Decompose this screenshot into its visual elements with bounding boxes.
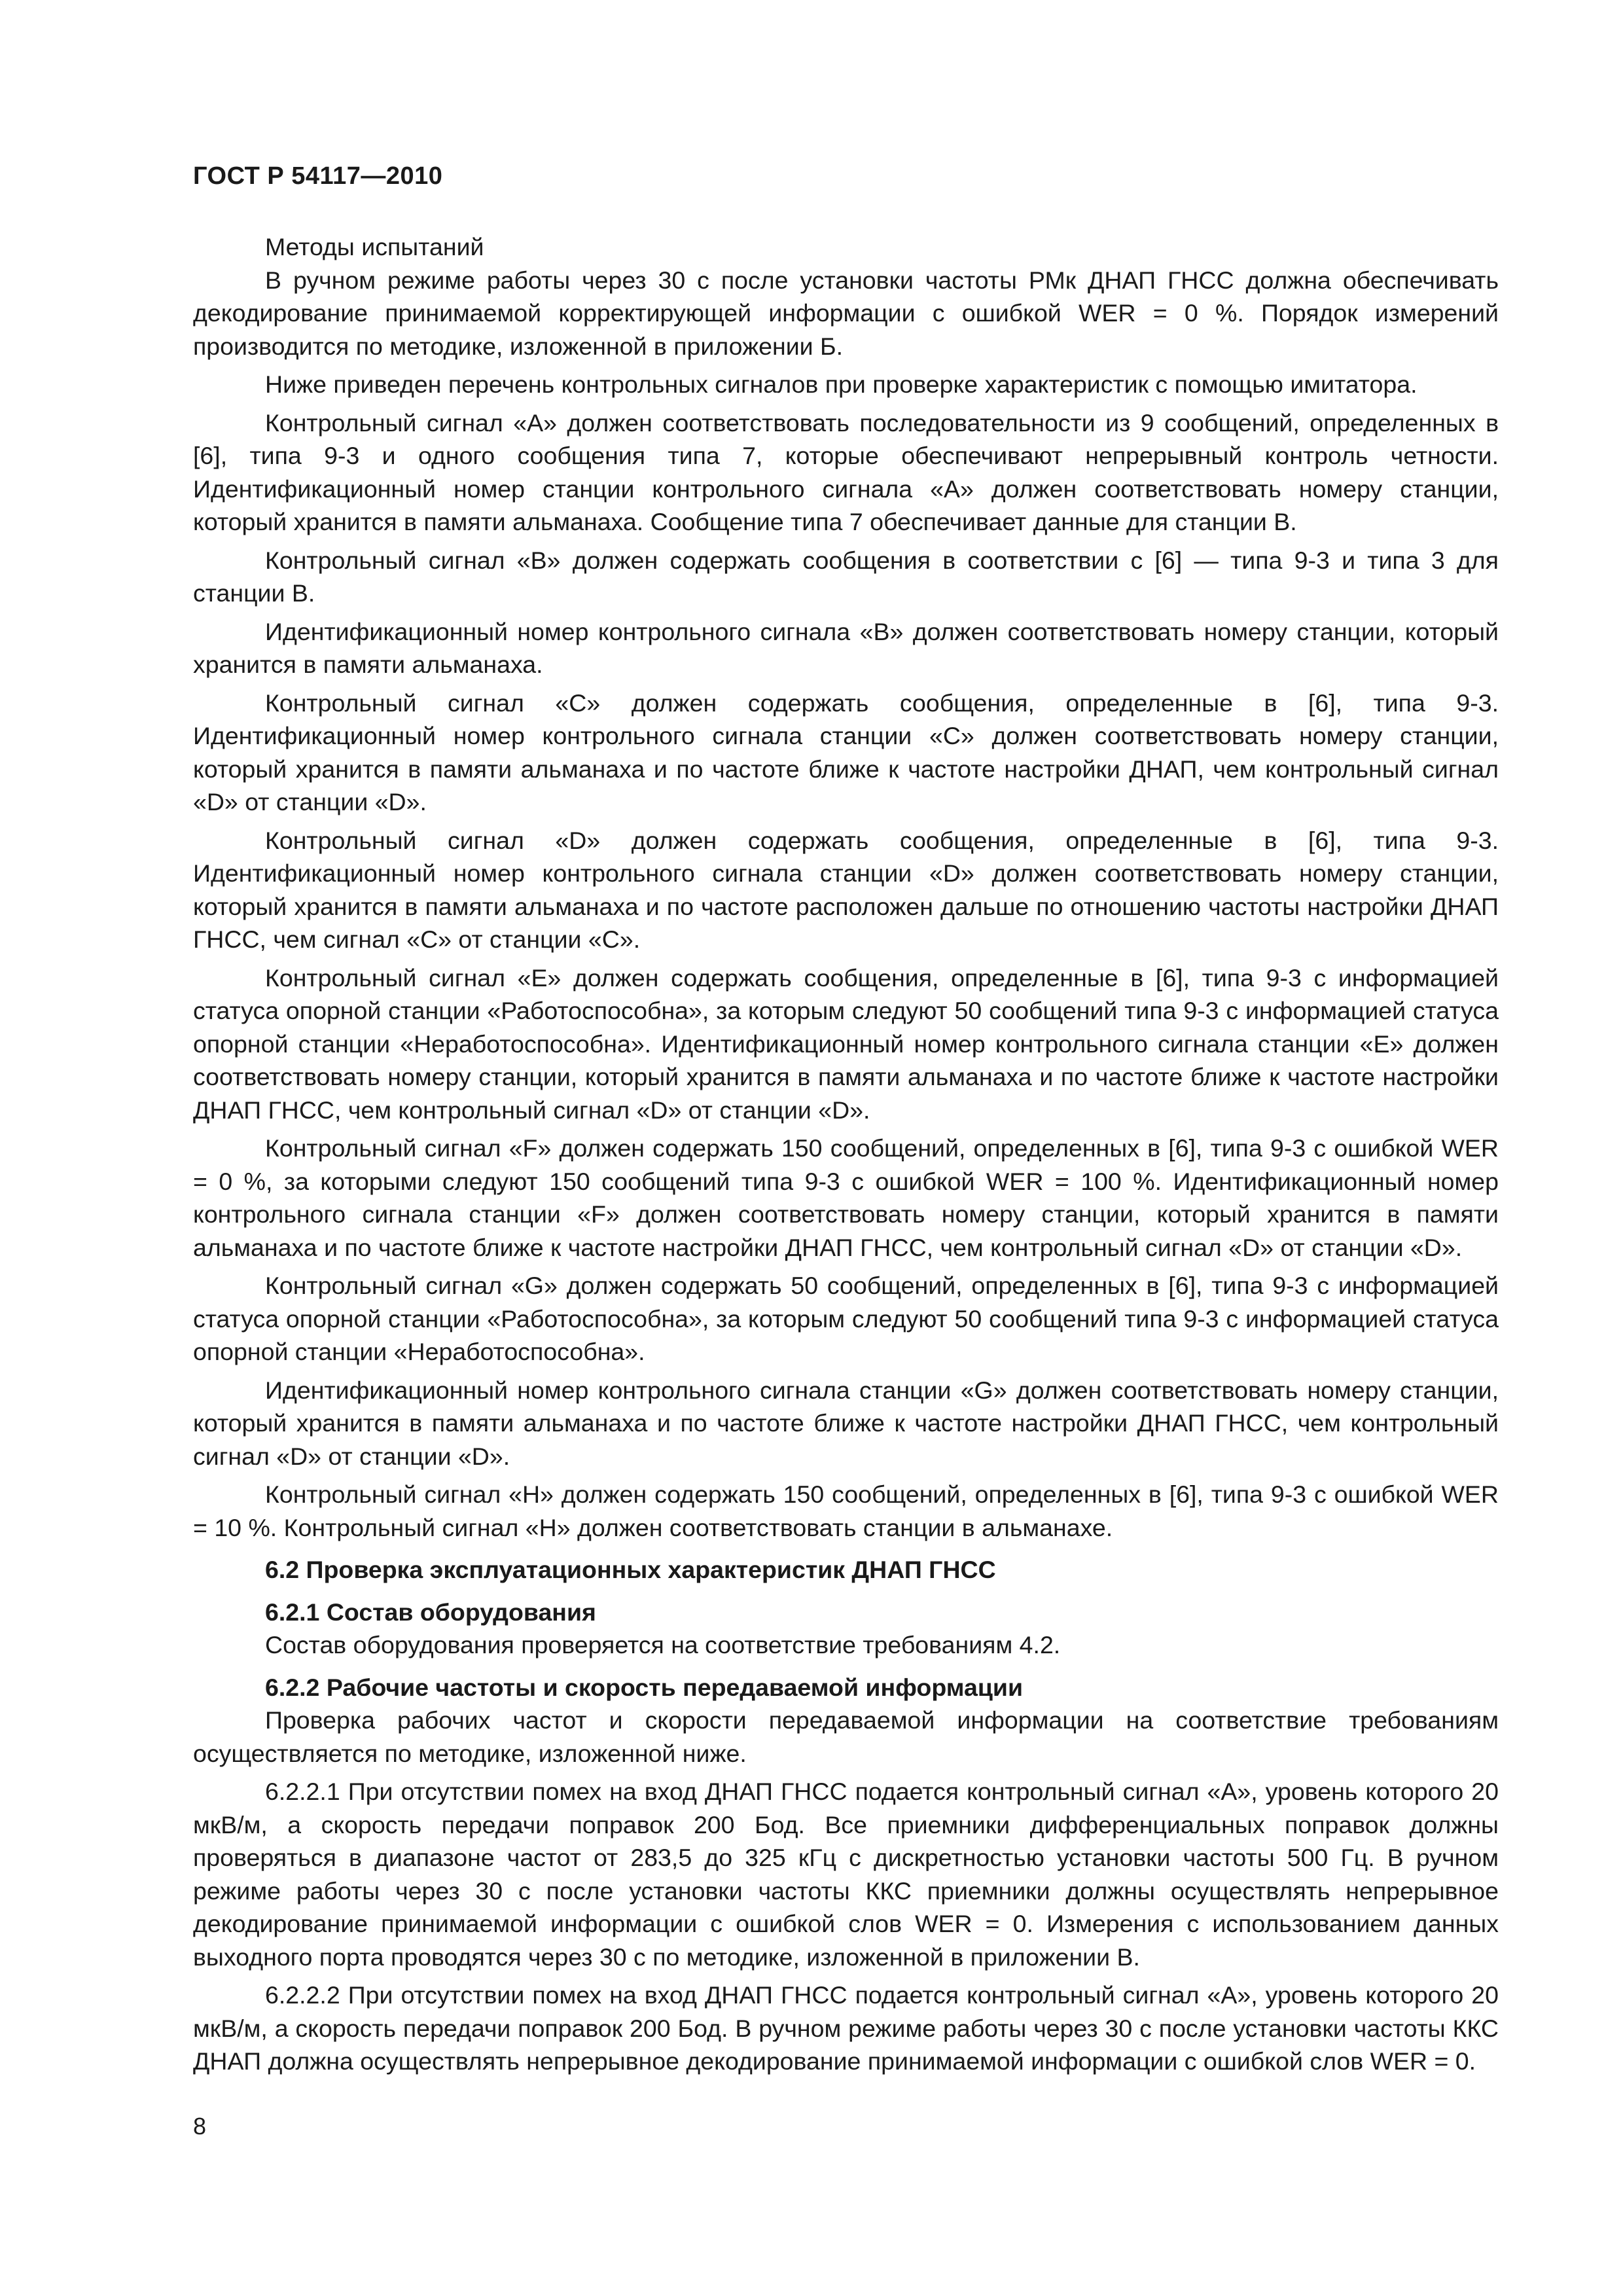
paragraph: Контрольный сигнал «Н» должен содержать 150 сообщений, определенных в [6], типа 9-3 с ошибкой WER = 10 %. Контрольный сигнал «Н» должен соответствовать станции в альманахе. [193,1480,1499,1541]
page-number: 8 [193,2113,207,2140]
paragraph: Контрольный сигнал «В» должен содержать сообщения в соответствии с [6] — типа 9-3 и типа 3 для станции В. [193,546,1499,607]
paragraph: Проверка рабочих частот и скорости передаваемой информации на соответствие требованиям осуществляется по методике, изложенной ниже. [193,1706,1499,1767]
paragraph: Контрольный сигнал «С» должен содержать сообщения, определенные в [6], типа 9-3. Идентификационный номер контрольного сигнала станции «С» должен соответствовать номеру станции, который хранится в памяти альманаха и по частоте ближе к частоте настройки ДНАП, чем контрольный сигнал «D» от станции «D». [193,689,1499,816]
paragraph: В ручном режиме работы через 30 с после установки частоты РМк ДНАП ГНСС должна обеспечивать декодирование принимаемой корректирующей информации с ошибкой WER = 0 %. Порядок измерений производится по методике, изложенной в приложении Б. [193,266,1499,360]
paragraph: Контрольный сигнал «Е» должен содержать сообщения, определенные в [6], типа 9-3 с информацией статуса опорной станции «Работоспособна», за которым следуют 50 сообщений типа 9-3 с информацией статуса опорной станции «Неработоспособна». Идентификационный номер контрольного сигнала станции «Е» должен соответствовать номеру станции, который хранится в памяти альманаха и по частоте ближе к частоте настройки ДНАП ГНСС, чем контрольный сигнал «D» от станции «D». [193,963,1499,1124]
paragraph-6-2-2-2: 6.2.2.2 При отсутствии помех на вход ДНАП ГНСС подается контрольный сигнал «А», уровень которого 20 мкВ/м, а скорость передачи поправок 200 Бод. В ручном режиме работы через 30 с после установки частоты ККС ДНАП должна осуществлять непрерывное декодирование принимаемой информации с ошибкой слов WER = 0. [193,1981,1499,2075]
paragraph: Идентификационный номер контрольного сигнала станции «G» должен соответствовать номеру станции, который хранится в памяти альманаха и по частоте ближе к частоте настройки ДНАП ГНСС, чем контрольный сигнал «D» от станции «D». [193,1376,1499,1470]
paragraph-6-2-2-1: 6.2.2.1 При отсутствии помех на вход ДНАП ГНСС подается контрольный сигнал «А», уровень которого 20 мкВ/м, а скорость передачи поправок 200 Бод. Все приемники дифференциальных поправок должны проверяться в диапазоне частот от 283,5 до 325 кГц с дискретностью установки частоты 500 Гц. В ручном режиме работы через 30 с после установки частоты ККС приемники должны осуществлять непрерывное декодирование принимаемой информации с ошибкой слов WER = 0. Измерения с использованием данных выходного порта проводятся через 30 с по методике, изложенной в приложении В. [193,1778,1499,1971]
paragraph: Состав оборудования проверяется на соответствие требованиям 4.2. [265,1631,1061,1659]
paragraph: Контрольный сигнал «F» должен содержать 150 сообщений, определенных в [6], типа 9-3 с ошибкой WER = 0 %, за которыми следуют 150 сообщений типа 9-3 с ошибкой WER = 100 %. Идентификационный номер контрольного сигнала станции «F» должен соответствовать номеру станции, который хранится в памяти альманаха и по частоте ближе к частоте настройки ДНАП ГНСС, чем контрольный сигнал «D» от станции «D». [193,1134,1499,1261]
paragraph-test-methods: Методы испытаний [265,233,484,260]
page-content [193,230,1499,2078]
paragraph: Контрольный сигнал «А» должен соответствовать последовательности из 9 сообщений, определенных в [6], типа 9-3 и одного сообщения типа 7, которые обеспечивают непрерывный контроль четности. Идентификационный номер станции контрольного сигнала «А» должен соответствовать номеру станции, который хранится в памяти альманаха. Сообщение типа 7 обеспечивает данные для станции В. [193,408,1499,535]
paragraph: Контрольный сигнал «D» должен содержать сообщения, определенные в [6], типа 9-3. Идентификационный номер контрольного сигнала станции «D» должен соответствовать номеру станции, который хранится в памяти альманаха и по частоте расположен дальше по отношению частоты настройки ДНАП ГНСС, чем сигнал «С» от станции «С». [193,826,1499,953]
subsection-heading-6-2-2: 6.2.2 Рабочие частоты и скорость передаваемой информации [265,1673,1024,1701]
paragraph: Ниже приведен перечень контрольных сигналов при проверке характеристик с помощью имитатора. [265,370,1418,398]
standard-header: ГОСТ Р 54117—2010 [193,162,443,190]
subsection-heading-6-2-1: 6.2.1 Состав оборудования [265,1598,596,1626]
paragraph: Идентификационный номер контрольного сигнала «В» должен соответствовать номеру станции, который хранится в памяти альманаха. [193,617,1499,678]
section-heading-6-2: 6.2 Проверка эксплуатационных характеристик ДНАП ГНСС [265,1556,996,1583]
paragraph: Контрольный сигнал «G» должен содержать 50 сообщений, определенных в [6], типа 9-3 с информацией статуса опорной станции «Работоспособна», за которым следуют 50 сообщений типа 9-3 с информацией статуса опорной станции «Неработоспособна». [193,1272,1499,1365]
